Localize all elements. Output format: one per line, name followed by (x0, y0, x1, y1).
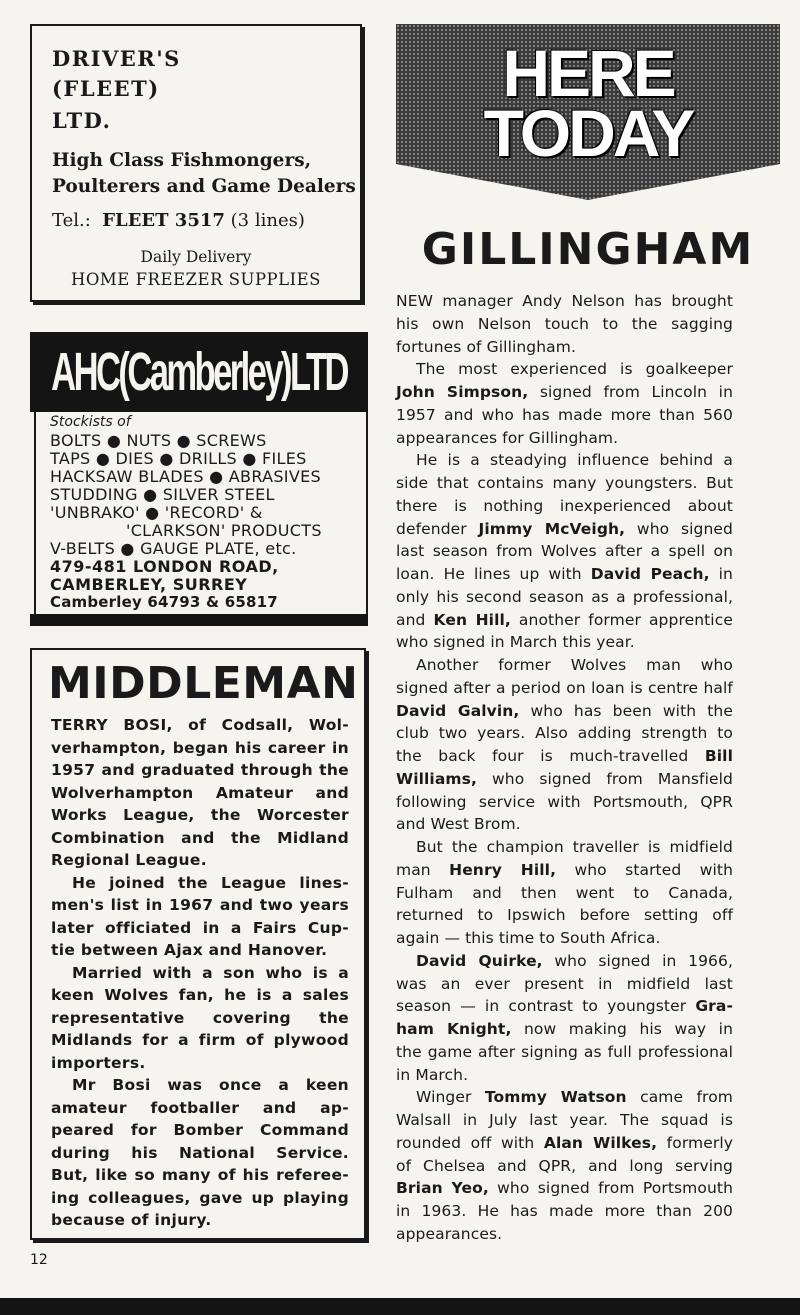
ahc-logo: AHC(Camberley)LTD (51, 342, 347, 402)
gillingham-line: who signed in March this year. (396, 633, 635, 652)
title-word: MIDDLE (48, 658, 243, 709)
gillingham-line: in 1963. He has made more than 200 (396, 1202, 733, 1220)
gillingham-line: again — this time to South Africa. (396, 929, 661, 947)
advert-description: Poulterers and Game Dealers (52, 176, 356, 197)
gillingham-line: loan. He lines up with David Peach, in (396, 565, 733, 583)
middle-man-line: men's list in 1967 and two years (51, 896, 349, 914)
product-line: 'CLARKSON' PRODUCTS (126, 521, 322, 540)
gillingham-line: appearances. (396, 1224, 503, 1243)
middle-man-box (30, 648, 366, 1240)
gillingham-line: He is a steadying influence behind a (416, 451, 733, 470)
gillingham-line: Brian Yeo, who signed from Portsmouth (396, 1179, 733, 1198)
product-line: 'UNBRAKO' ● 'RECORD' & (50, 503, 263, 522)
gillingham-line: and Ken Hill, another former apprentice (396, 610, 733, 629)
product-line: HACKSAW BLADES ● ABRASIVES (50, 467, 321, 486)
middle-man-line: He joined the League lines- (72, 873, 349, 892)
gillingham-line: David Galvin, who has been with the (396, 701, 733, 720)
middle-man-line: Married with a son who is a (72, 963, 349, 982)
middle-man-line: Combination and the Midland (51, 828, 349, 847)
product-line: STUDDING ● SILVER STEEL (50, 485, 275, 504)
middle-man-line: Works League, the Worcester (51, 806, 349, 824)
advert-telephone (52, 210, 305, 231)
middle-man-title (48, 658, 359, 709)
gillingham-line: club two years. Also adding strength to (396, 724, 733, 743)
phone-line: Camberley 64793 & 65817 (50, 593, 278, 611)
gillingham-line: signed after a period on loan is centre half (396, 678, 733, 697)
gillingham-line: season — in contrast to youngster Gra- (396, 997, 733, 1016)
badge-line-2: TODAY (483, 96, 693, 170)
stockists-label: Stockists of (50, 414, 131, 430)
gillingham-line: only his second season as a professional, (396, 587, 733, 606)
middle-man-line: because of injury. (51, 1211, 212, 1229)
middle-man-line: 1957 and graduated through the (51, 761, 349, 779)
gillingham-line: 1957 and who has made more than 560 (396, 405, 733, 424)
advert-name-line: (FLEET) (52, 76, 160, 101)
gillingham-line: the game after signing as full professional (396, 1042, 733, 1061)
gillingham-line: in March. (396, 1065, 469, 1084)
middle-man-line: during his National Service. (51, 1143, 349, 1162)
badge-line-1: HERE (502, 36, 674, 110)
gillingham-line: was an ever present in midfield last (396, 974, 733, 993)
gillingham-line: NEW manager Andy Nelson has brought (396, 292, 733, 310)
gillingham-line: man Henry Hill, who started with (396, 860, 733, 879)
advert-name-line: LTD. (52, 108, 112, 133)
middle-man-line: importers. (51, 1053, 146, 1072)
tel-number: FLEET 3517 (102, 210, 225, 231)
gillingham-line: following service with Portsmouth, QPR (396, 792, 733, 811)
gillingham-heading: GILLINGHAM (421, 224, 755, 275)
gillingham-line: the back four is much-travelled Bill (396, 747, 733, 765)
advert-name-line: DRIVER'S (52, 46, 181, 71)
gillingham-line: But the champion traveller is midfield (416, 838, 733, 856)
product-line: TAPS ● DIES ● DRILLS ● FILES (50, 449, 307, 468)
middle-man-line: later officiated in a Fairs Cup- (51, 918, 349, 937)
middle-man-line: Midlands for a firm of plywood (51, 1031, 349, 1049)
advert-freezer: HOME FREEZER SUPPLIES (71, 270, 321, 289)
product-line: BOLTS ● NUTS ● SCREWS (50, 431, 267, 450)
gillingham-line: fortunes of Gillingham. (396, 337, 576, 356)
gillingham-line: there is nothing inexperienced about (396, 496, 733, 515)
middle-man-line: peared for Bomber Command (51, 1121, 349, 1139)
gillingham-line: last season from Wolves after a spell on (396, 542, 733, 561)
gillingham-line: his own Nelson touch to the sagging (396, 314, 733, 333)
gillingham-line: Williams, who signed from Mansfield (396, 769, 733, 788)
advert-delivery: Daily Delivery (140, 248, 252, 266)
gillingham-line: defender Jimmy McVeigh, who signed (396, 519, 733, 538)
middle-man-line: Mr Bosi was once a keen (72, 1076, 349, 1094)
tel-prefix: Tel.: (52, 210, 91, 231)
middle-man-line: TERRY BOSI, of Codsall, Wol- (51, 716, 349, 734)
gillingham-line: returned to Ipswich before setting off (396, 906, 733, 925)
gillingham-line: Another former Wolves man who (416, 656, 733, 674)
gillingham-line: The most experienced is goalkeeper (416, 360, 733, 379)
gillingham-line: appearances for Gillingham. (396, 428, 619, 447)
gillingham-line: Walsall in July last year. The squad is (396, 1111, 733, 1129)
page-number: 12 (30, 1252, 48, 1268)
bottom-rule (0, 1298, 800, 1315)
address-line: CAMBERLEY, SURREY (50, 575, 248, 594)
ahc-logo-band (30, 332, 368, 412)
middle-man-line: But, like so many of his referee- (51, 1166, 349, 1184)
ahc-advert-body (34, 412, 368, 614)
middle-man-line: representative covering the (51, 1008, 349, 1027)
gillingham-line: rounded off with Alan Wilkes, formerly (396, 1133, 734, 1152)
gillingham-line: David Quirke, who signed in 1966, (416, 951, 733, 970)
ahc-bottom-bar (30, 614, 368, 626)
tel-suffix: (3 lines) (230, 210, 305, 231)
gillingham-line: Winger Tommy Watson came from (416, 1088, 733, 1107)
gillingham-line: of Chelsea and QPR, and long serving (396, 1156, 733, 1175)
gillingham-line: ham Knight, now making his way in (396, 1020, 733, 1038)
gillingham-line: side that contains many youngsters. But (396, 474, 733, 492)
middle-man-line: ing colleagues, gave up playing (51, 1188, 349, 1207)
gillingham-line: and West Brom. (396, 815, 521, 834)
middle-man-line: tie between Ajax and Hanover. (51, 941, 328, 959)
product-line: V-BELTS ● GAUGE PLATE, etc. (50, 539, 297, 558)
gillingham-line: John Simpson, signed from Lincoln in (396, 383, 734, 401)
gillingham-line: Fulham and then went to Canada, (396, 883, 733, 902)
title-word: MAN (242, 658, 359, 709)
middle-man-line: keen Wolves fan, he is a sales (51, 986, 349, 1004)
middle-man-line: Wolverhampton Amateur and (51, 783, 349, 802)
drivers-fleet-advert (30, 24, 362, 302)
address-line: 479-481 LONDON ROAD, (50, 557, 279, 576)
advert-description: High Class Fishmongers, (52, 150, 312, 171)
here-today-badge (396, 24, 780, 200)
middle-man-line: amateur footballer and ap- (51, 1098, 349, 1117)
middle-man-line: Regional League. (51, 851, 207, 869)
middle-man-line: verhampton, began his career in (51, 738, 349, 757)
